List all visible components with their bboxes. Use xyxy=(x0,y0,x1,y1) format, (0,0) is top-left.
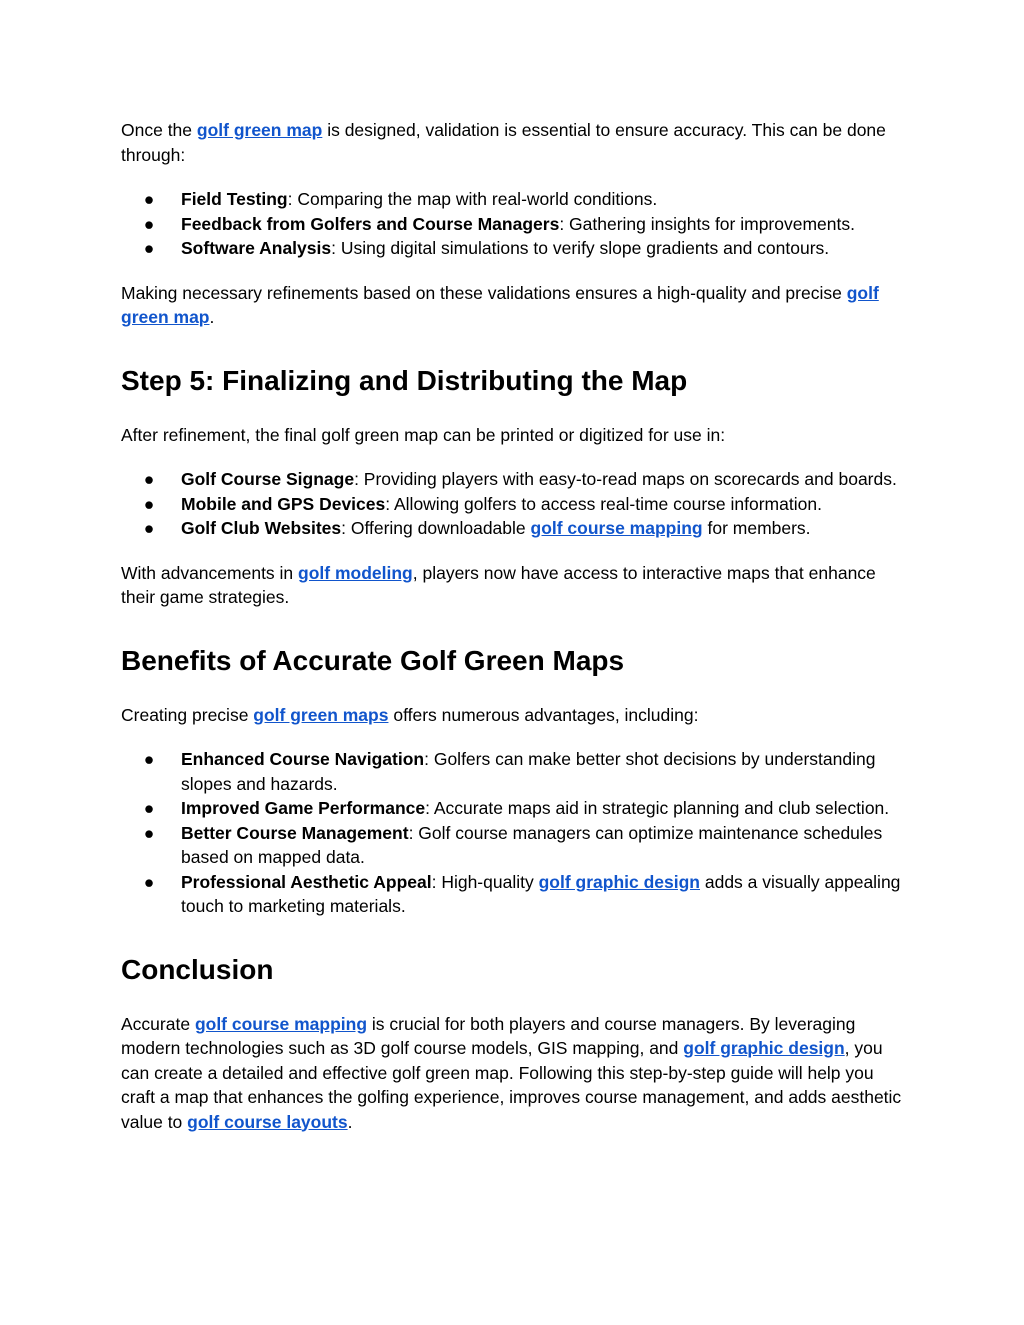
golf-green-map-link[interactable]: golf green map xyxy=(196,120,323,140)
conclusion-text-3: , you can create a detailed and effective golf green map. Following this step-by-step guide will help you craft a map that enhances the golfing experience, improves course management, and adds aesthetic value to xyxy=(121,1038,902,1132)
item-bold: Mobile and GPS Devices xyxy=(181,493,386,514)
item-bold: Field Testing xyxy=(181,189,288,209)
item-text-after: for members. xyxy=(702,518,811,538)
bullet-icon: ● xyxy=(143,518,155,538)
list-item xyxy=(121,212,911,237)
conclusion-heading: Conclusion xyxy=(121,953,274,985)
golf-modeling-link[interactable]: golf modeling xyxy=(298,562,413,583)
item-bold: Enhanced Course Navigation xyxy=(181,749,425,769)
bullet-icon: ● xyxy=(143,871,155,892)
intro-paragraph xyxy=(121,118,911,167)
bullet-icon: ● xyxy=(143,749,155,769)
golf-course-mapping-link[interactable]: golf course mapping xyxy=(194,1013,368,1034)
document-body xyxy=(121,118,911,1134)
bullet-icon: ● xyxy=(143,798,155,818)
item-text: : Allowing golfers to access real-time course information. xyxy=(385,493,822,514)
item-text-after: adds a visually appealing touch to marketing materials. xyxy=(181,871,901,916)
benefits-intro-text-2: offers numerous advantages, including: xyxy=(388,704,699,725)
list-item xyxy=(121,187,911,212)
item-text: : Offering downloadable xyxy=(341,518,531,538)
benefits-intro xyxy=(121,703,911,728)
golf-course-layouts-link[interactable]: golf course layouts xyxy=(187,1111,348,1132)
refine-paragraph xyxy=(121,281,911,330)
intro-text-2: is designed, validation is essential to ensure accuracy. This can be done through: xyxy=(121,120,886,165)
bullet-icon: ● xyxy=(143,469,155,489)
bullet-icon: ● xyxy=(143,213,155,234)
item-text: : Golfers can make better shot decisions by understanding slopes and hazards. xyxy=(181,749,876,794)
validation-list xyxy=(121,187,911,261)
conclusion-text-4: . xyxy=(347,1111,353,1132)
bullet-icon: ● xyxy=(143,822,155,843)
outro-text: With advancements in xyxy=(121,562,299,583)
conclusion-text: Accurate xyxy=(121,1013,195,1034)
benefits-intro-text: Creating precise xyxy=(121,704,254,725)
list-item xyxy=(121,747,911,796)
step5-heading: Step 5: Finalizing and Distributing the Map xyxy=(121,364,688,396)
bullet-icon: ● xyxy=(143,493,155,514)
item-bold: Improved Game Performance xyxy=(181,798,426,818)
item-text: : Gathering insights for improvements. xyxy=(559,213,855,234)
golf-green-maps-link[interactable]: golf green maps xyxy=(253,704,389,725)
list-item xyxy=(121,467,911,492)
golf-graphic-design-link[interactable]: golf graphic design xyxy=(683,1038,845,1058)
item-text: : Golf course managers can optimize maintenance schedules based on mapped data. xyxy=(181,822,883,867)
item-text: : Using digital simulations to verify slope gradients and contours. xyxy=(331,238,830,258)
item-bold: Professional Aesthetic Appeal xyxy=(181,871,432,892)
item-text: : Comparing the map with real-world conditions. xyxy=(287,189,658,209)
conclusion-text-2: is crucial for both players and course managers. By leveraging modern technologies such as 3D golf course models, GIS mapping, and xyxy=(121,1013,856,1058)
refine-text-2: . xyxy=(209,307,215,327)
list-item xyxy=(121,492,911,517)
item-text: : Providing players with easy-to-read maps on scorecards and boards. xyxy=(354,469,897,489)
item-bold: Golf Club Websites xyxy=(181,518,342,538)
golf-course-mapping-link[interactable]: golf course mapping xyxy=(530,518,703,538)
item-bold: Software Analysis xyxy=(181,238,332,258)
intro-text: Once the xyxy=(121,120,197,140)
bullet-icon: ● xyxy=(143,238,155,258)
list-item xyxy=(121,516,911,541)
step5-intro: After refinement, the final golf green map can be printed or digitized for use in: xyxy=(121,424,726,445)
list-item xyxy=(121,236,911,261)
bullet-icon: ● xyxy=(143,189,155,209)
item-bold: Feedback from Golfers and Course Managers xyxy=(181,213,560,234)
outro-text-2: , players now have access to interactive maps that enhance their game strategies. xyxy=(121,562,876,607)
list-item xyxy=(121,821,911,870)
benefits-list xyxy=(121,747,911,919)
golf-graphic-design-link[interactable]: golf graphic design xyxy=(538,871,700,892)
item-bold: Better Course Management xyxy=(181,822,409,843)
benefits-heading: Benefits of Accurate Golf Green Maps xyxy=(121,644,625,676)
item-text: : High-quality xyxy=(431,871,539,892)
refine-text: Making necessary refinements based on these validations ensures a high-quality and precise xyxy=(121,282,847,303)
list-item xyxy=(121,870,911,919)
item-bold: Golf Course Signage xyxy=(181,469,355,489)
list-item xyxy=(121,796,911,821)
step5-list xyxy=(121,467,911,541)
step5-outro xyxy=(121,561,911,610)
conclusion-paragraph xyxy=(121,1012,911,1135)
golf-green-map-link[interactable]: golf green map xyxy=(121,282,879,327)
item-text: : Accurate maps aid in strategic planning and club selection. xyxy=(425,798,890,818)
